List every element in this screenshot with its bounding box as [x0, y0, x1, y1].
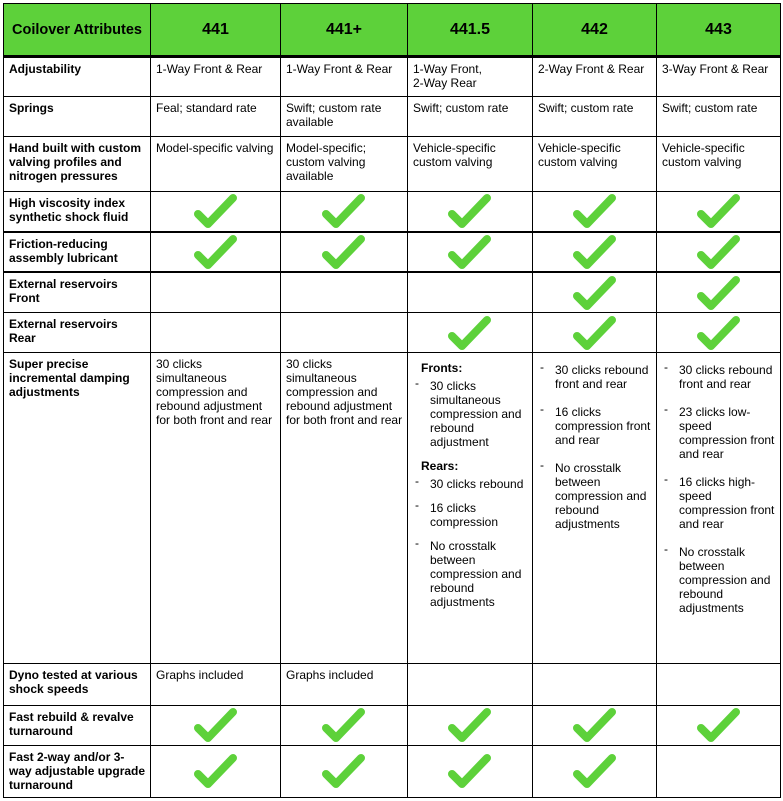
value-cell: 30 clicks simultaneous compression and rebound adjustment for both front and rear: [281, 353, 408, 664]
checkmark-icon: [321, 706, 367, 744]
empty-cell: [281, 313, 408, 353]
checkmark-icon: [572, 752, 618, 790]
checkmark-icon: [193, 192, 239, 230]
bullet-item: - No crosstalk between compression and rebound adjustments: [538, 461, 652, 531]
check-cell: [533, 745, 657, 797]
checkmark-icon: [572, 706, 618, 744]
bullet-list: [662, 363, 776, 615]
value-cell: Swift; custom rate: [657, 97, 781, 137]
checkmark-icon: [696, 192, 742, 230]
header-model-441-5: 441.5: [408, 4, 533, 57]
value-cell: 1-Way Front & Rear: [281, 57, 408, 97]
check-cell: [408, 313, 533, 353]
bullet-item: - 16 clicks compression front and rear: [538, 405, 652, 447]
bullet-item: - 23 clicks low-speed compression front and rear: [662, 405, 776, 461]
damping-groups-cell: [408, 353, 533, 664]
value-cell: 30 clicks simultaneous compression and rebound adjustment for both front and rear: [151, 353, 281, 664]
check-cell: [408, 232, 533, 272]
bullet-list: [538, 363, 652, 531]
row-lubricant: [4, 232, 781, 272]
check-cell: [281, 232, 408, 272]
row-label: Fast 2-way and/or 3-way adjustable upgrade turnaround: [4, 745, 151, 797]
checkmark-icon: [572, 274, 618, 312]
row-damping: [4, 353, 781, 664]
header-row: [4, 4, 781, 57]
checkmark-icon: [572, 314, 618, 352]
check-cell: [657, 272, 781, 312]
row-dyno: [4, 664, 781, 705]
group-title: Rears:: [421, 459, 459, 474]
checkmark-icon: [696, 274, 742, 312]
empty-cell: [408, 272, 533, 312]
comparison-table: [3, 3, 781, 798]
row-adjustability: [4, 57, 781, 97]
check-cell: [281, 705, 408, 745]
check-cell: [533, 272, 657, 312]
value-cell: Swift; custom rate available: [281, 97, 408, 137]
row-reservoirs-front: [4, 272, 781, 312]
checkmark-icon: [447, 233, 493, 271]
empty-cell: [151, 272, 281, 312]
bullet-item: - 30 clicks simultaneous compression and rebound adjustment: [413, 379, 528, 449]
row-label: Dyno tested at various shock speeds: [4, 664, 151, 705]
damping-list-cell: [657, 353, 781, 664]
check-cell: [151, 705, 281, 745]
header-attributes: Coilover Attributes: [4, 4, 151, 57]
check-cell: [657, 191, 781, 232]
check-cell: [281, 745, 408, 797]
checkmark-icon: [447, 314, 493, 352]
check-cell: [408, 705, 533, 745]
checkmark-icon: [696, 314, 742, 352]
empty-cell: [533, 664, 657, 705]
bullet-item: - 30 clicks rebound: [413, 477, 528, 491]
checkmark-icon: [193, 233, 239, 271]
value-cell: Vehicle-specific custom valving: [533, 137, 657, 191]
value-cell: Graphs included: [281, 664, 408, 705]
bullet-item: - 30 clicks rebound front and rear: [662, 363, 776, 391]
damping-list-cell: [533, 353, 657, 664]
row-label: Super precise incremental damping adjustments: [4, 353, 151, 664]
check-cell: [657, 313, 781, 353]
check-cell: [408, 191, 533, 232]
bullet-item: - 16 clicks compression: [413, 501, 528, 529]
header-model-441-plus: 441+: [281, 4, 408, 57]
bullet-item: - No crosstalk between compression and rebound adjustments: [413, 539, 528, 609]
header-model-441: 441: [151, 4, 281, 57]
check-cell: [533, 191, 657, 232]
value-cell: 2-Way Front & Rear: [533, 57, 657, 97]
row-reservoirs-rear: [4, 313, 781, 353]
value-cell: Swift; custom rate: [533, 97, 657, 137]
checkmark-icon: [447, 706, 493, 744]
row-label: Fast rebuild & revalve turnaround: [4, 705, 151, 745]
row-label: External reservoirs Front: [4, 272, 151, 312]
row-label: High viscosity index synthetic shock fluid: [4, 191, 151, 232]
value-cell: 1-Way Front, 2-Way Rear: [408, 57, 533, 97]
bullet-list: [413, 379, 528, 449]
row-label: Hand built with custom valving profiles and nitrogen pressures: [4, 137, 151, 191]
row-upgrade: [4, 745, 781, 797]
value-cell: 3-Way Front & Rear: [657, 57, 781, 97]
check-cell: [533, 313, 657, 353]
checkmark-icon: [572, 233, 618, 271]
value-cell: Vehicle-specific custom valving: [657, 137, 781, 191]
row-label: Adjustability: [4, 57, 151, 97]
value-cell: Graphs included: [151, 664, 281, 705]
check-cell: [408, 745, 533, 797]
empty-cell: [408, 664, 533, 705]
check-cell: [533, 232, 657, 272]
checkmark-icon: [696, 706, 742, 744]
row-springs: [4, 97, 781, 137]
row-shock-fluid: [4, 191, 781, 232]
checkmark-icon: [193, 706, 239, 744]
value-cell: Model-specific; custom valving available: [281, 137, 408, 191]
checkmark-icon: [321, 752, 367, 790]
check-cell: [151, 191, 281, 232]
check-cell: [533, 705, 657, 745]
row-fast-rebuild: [4, 705, 781, 745]
checkmark-icon: [447, 192, 493, 230]
empty-cell: [281, 272, 408, 312]
checkmark-icon: [696, 233, 742, 271]
bullet-list: [413, 477, 528, 609]
checkmark-icon: [321, 192, 367, 230]
group-title: Fronts:: [421, 361, 463, 376]
value-cell: Model-specific valving: [151, 137, 281, 191]
bullet-item: - No crosstalk between compression and rebound adjustments: [662, 545, 776, 615]
value-cell: Swift; custom rate: [408, 97, 533, 137]
row-label: Friction-reducing assembly lubricant: [4, 232, 151, 272]
row-hand-built: [4, 137, 781, 191]
bullet-item: - 16 clicks high-speed compression front and rear: [662, 475, 776, 531]
row-label: Springs: [4, 97, 151, 137]
check-cell: [151, 745, 281, 797]
value-cell: 1-Way Front & Rear: [151, 57, 281, 97]
value-cell: Feal; standard rate: [151, 97, 281, 137]
header-model-443: 443: [657, 4, 781, 57]
checkmark-icon: [572, 192, 618, 230]
header-model-442: 442: [533, 4, 657, 57]
check-cell: [151, 232, 281, 272]
value-cell: Vehicle-specific custom valving: [408, 137, 533, 191]
checkmark-icon: [193, 752, 239, 790]
empty-cell: [657, 664, 781, 705]
check-cell: [281, 191, 408, 232]
checkmark-icon: [321, 233, 367, 271]
empty-cell: [151, 313, 281, 353]
row-label: External reservoirs Rear: [4, 313, 151, 353]
checkmark-icon: [447, 752, 493, 790]
check-cell: [657, 232, 781, 272]
bullet-item: - 30 clicks rebound front and rear: [538, 363, 652, 391]
empty-cell: [657, 745, 781, 797]
check-cell: [657, 705, 781, 745]
